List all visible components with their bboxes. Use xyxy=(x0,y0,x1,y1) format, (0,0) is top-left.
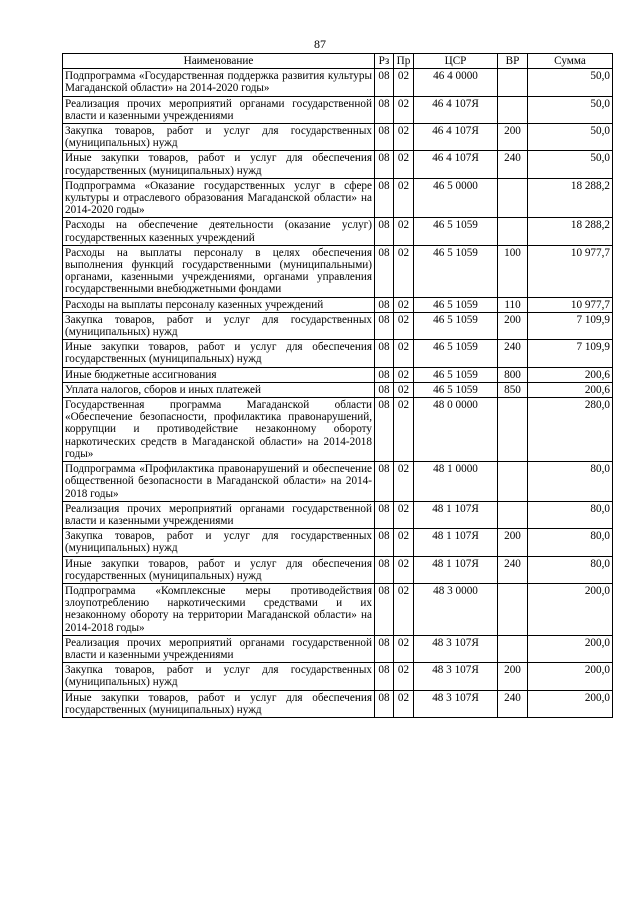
header-rz: Рз xyxy=(375,54,394,69)
cell-pr: 02 xyxy=(394,178,414,218)
cell-csr: 46 5 1059 xyxy=(414,218,498,245)
cell-rz: 08 xyxy=(375,663,394,690)
cell-csr: 46 5 1059 xyxy=(414,245,498,297)
cell-vr: 240 xyxy=(498,690,528,717)
header-pr: Пр xyxy=(394,54,414,69)
table-row xyxy=(63,382,613,397)
cell-sum: 50,0 xyxy=(528,151,613,178)
cell-sum: 10 977,7 xyxy=(528,245,613,297)
cell-pr: 02 xyxy=(394,124,414,151)
cell-name: Закупка товаров, работ и услуг для государственных (муниципальных) нужд xyxy=(63,663,375,690)
cell-sum: 200,0 xyxy=(528,635,613,662)
cell-rz: 08 xyxy=(375,556,394,583)
table-row xyxy=(63,69,613,96)
cell-vr: 200 xyxy=(498,663,528,690)
cell-pr: 02 xyxy=(394,218,414,245)
cell-name: Уплата налогов, сборов и иных платежей xyxy=(63,382,375,397)
cell-vr xyxy=(498,398,528,462)
cell-csr: 46 5 1059 xyxy=(414,382,498,397)
cell-pr: 02 xyxy=(394,556,414,583)
cell-pr: 02 xyxy=(394,382,414,397)
cell-name: Закупка товаров, работ и услуг для государственных (муниципальных) нужд xyxy=(63,529,375,556)
cell-pr: 02 xyxy=(394,367,414,382)
cell-name: Закупка товаров, работ и услуг для государственных (муниципальных) нужд xyxy=(63,312,375,339)
cell-pr: 02 xyxy=(394,312,414,339)
table-row xyxy=(63,462,613,502)
cell-pr: 02 xyxy=(394,245,414,297)
cell-rz: 08 xyxy=(375,151,394,178)
cell-vr xyxy=(498,501,528,528)
cell-rz: 08 xyxy=(375,690,394,717)
cell-sum: 18 288,2 xyxy=(528,218,613,245)
cell-name: Подпрограмма «Государственная поддержка развития культуры Магаданской области» на 2014-2020 годы» xyxy=(63,69,375,96)
cell-vr: 100 xyxy=(498,245,528,297)
cell-rz: 08 xyxy=(375,340,394,367)
cell-pr: 02 xyxy=(394,96,414,123)
cell-csr: 46 4 107Я xyxy=(414,151,498,178)
cell-rz: 08 xyxy=(375,583,394,635)
cell-name: Иные закупки товаров, работ и услуг для обеспечения государственных (муниципальных) нужд xyxy=(63,690,375,717)
cell-csr: 48 0 0000 xyxy=(414,398,498,462)
table-row xyxy=(63,690,613,717)
cell-name: Расходы на обеспечение деятельности (оказание услуг) государственных казенных учреждений xyxy=(63,218,375,245)
table-row xyxy=(63,312,613,339)
cell-rz: 08 xyxy=(375,312,394,339)
cell-vr: 200 xyxy=(498,312,528,339)
cell-sum: 50,0 xyxy=(528,96,613,123)
cell-sum: 80,0 xyxy=(528,556,613,583)
cell-name: Иные закупки товаров, работ и услуг для обеспечения государственных (муниципальных) нужд xyxy=(63,340,375,367)
cell-name: Закупка товаров, работ и услуг для государственных (муниципальных) нужд xyxy=(63,124,375,151)
table-row xyxy=(63,556,613,583)
cell-vr: 200 xyxy=(498,124,528,151)
cell-pr: 02 xyxy=(394,297,414,312)
cell-sum: 80,0 xyxy=(528,501,613,528)
table-row xyxy=(63,367,613,382)
budget-table xyxy=(62,53,613,718)
cell-csr: 46 5 1059 xyxy=(414,340,498,367)
cell-sum: 200,0 xyxy=(528,583,613,635)
cell-name: Реализация прочих мероприятий органами государственной власти и казенными учреждениями xyxy=(63,635,375,662)
cell-rz: 08 xyxy=(375,382,394,397)
table-row xyxy=(63,501,613,528)
cell-vr xyxy=(498,178,528,218)
cell-sum: 280,0 xyxy=(528,398,613,462)
cell-vr xyxy=(498,69,528,96)
cell-vr: 240 xyxy=(498,340,528,367)
cell-sum: 50,0 xyxy=(528,69,613,96)
cell-sum: 18 288,2 xyxy=(528,178,613,218)
table-row xyxy=(63,663,613,690)
cell-rz: 08 xyxy=(375,501,394,528)
cell-vr xyxy=(498,635,528,662)
cell-rz: 08 xyxy=(375,635,394,662)
cell-rz: 08 xyxy=(375,529,394,556)
table-header-row xyxy=(63,54,613,69)
cell-csr: 48 1 107Я xyxy=(414,529,498,556)
cell-sum: 200,6 xyxy=(528,367,613,382)
cell-sum: 7 109,9 xyxy=(528,312,613,339)
cell-name: Иные закупки товаров, работ и услуг для обеспечения государственных (муниципальных) нужд xyxy=(63,151,375,178)
cell-csr: 46 4 107Я xyxy=(414,96,498,123)
cell-csr: 48 3 0000 xyxy=(414,583,498,635)
table-row xyxy=(63,529,613,556)
cell-csr: 48 3 107Я xyxy=(414,635,498,662)
header-sum: Сумма xyxy=(528,54,613,69)
cell-vr: 800 xyxy=(498,367,528,382)
header-vr: ВР xyxy=(498,54,528,69)
cell-name: Иные закупки товаров, работ и услуг для обеспечения государственных (муниципальных) нужд xyxy=(63,556,375,583)
cell-rz: 08 xyxy=(375,124,394,151)
table-row xyxy=(63,218,613,245)
table-row xyxy=(63,340,613,367)
table-row xyxy=(63,583,613,635)
cell-pr: 02 xyxy=(394,69,414,96)
table-row xyxy=(63,245,613,297)
header-csr: ЦСР xyxy=(414,54,498,69)
table-row xyxy=(63,398,613,462)
cell-pr: 02 xyxy=(394,398,414,462)
cell-name: Государственная программа Магаданской области «Обеспечение безопасности, профилактика правонарушений, коррупции и противодействие незаконному обороту наркотических средств в Магаданской области» на 2014-2018 годы» xyxy=(63,398,375,462)
cell-pr: 02 xyxy=(394,151,414,178)
cell-name: Подпрограмма «Комплексные меры противодействия злоупотреблению наркотическими средствами и их незаконному обороту на территории Магаданской области» на 2014-2018 годы» xyxy=(63,583,375,635)
cell-name: Реализация прочих мероприятий органами государственной власти и казенными учреждениями xyxy=(63,96,375,123)
table-row xyxy=(63,124,613,151)
table-row xyxy=(63,635,613,662)
table-row xyxy=(63,96,613,123)
cell-vr xyxy=(498,583,528,635)
cell-vr: 200 xyxy=(498,529,528,556)
cell-pr: 02 xyxy=(394,462,414,502)
cell-vr: 850 xyxy=(498,382,528,397)
cell-rz: 08 xyxy=(375,96,394,123)
cell-pr: 02 xyxy=(394,529,414,556)
cell-csr: 46 5 1059 xyxy=(414,367,498,382)
cell-csr: 48 1 0000 xyxy=(414,462,498,502)
cell-csr: 46 4 0000 xyxy=(414,69,498,96)
cell-pr: 02 xyxy=(394,340,414,367)
cell-csr: 48 1 107Я xyxy=(414,501,498,528)
cell-sum: 200,0 xyxy=(528,663,613,690)
cell-pr: 02 xyxy=(394,501,414,528)
cell-csr: 46 5 1059 xyxy=(414,312,498,339)
cell-csr: 48 3 107Я xyxy=(414,663,498,690)
page-number: 87 xyxy=(314,37,326,51)
cell-sum: 10 977,7 xyxy=(528,297,613,312)
cell-rz: 08 xyxy=(375,218,394,245)
cell-sum: 200,0 xyxy=(528,690,613,717)
cell-vr: 240 xyxy=(498,151,528,178)
cell-pr: 02 xyxy=(394,635,414,662)
cell-rz: 08 xyxy=(375,297,394,312)
cell-name: Подпрограмма «Оказание государственных услуг в сфере культуры и отраслевого образования Магаданской области» на 2014-2020 годы» xyxy=(63,178,375,218)
cell-rz: 08 xyxy=(375,178,394,218)
cell-pr: 02 xyxy=(394,663,414,690)
cell-sum: 80,0 xyxy=(528,462,613,502)
cell-pr: 02 xyxy=(394,690,414,717)
cell-pr: 02 xyxy=(394,583,414,635)
cell-vr xyxy=(498,96,528,123)
cell-csr: 48 3 107Я xyxy=(414,690,498,717)
cell-rz: 08 xyxy=(375,462,394,502)
cell-name: Расходы на выплаты персоналу казенных учреждений xyxy=(63,297,375,312)
cell-sum: 50,0 xyxy=(528,124,613,151)
table-body xyxy=(63,69,613,718)
table-row xyxy=(63,178,613,218)
cell-vr: 240 xyxy=(498,556,528,583)
cell-sum: 80,0 xyxy=(528,529,613,556)
cell-name: Реализация прочих мероприятий органами государственной власти и казенными учреждениями xyxy=(63,501,375,528)
cell-sum: 7 109,9 xyxy=(528,340,613,367)
table-row xyxy=(63,151,613,178)
cell-name: Иные бюджетные ассигнования xyxy=(63,367,375,382)
cell-rz: 08 xyxy=(375,245,394,297)
cell-rz: 08 xyxy=(375,398,394,462)
header-name: Наименование xyxy=(63,54,375,69)
cell-vr: 110 xyxy=(498,297,528,312)
cell-csr: 48 1 107Я xyxy=(414,556,498,583)
cell-sum: 200,6 xyxy=(528,382,613,397)
cell-vr xyxy=(498,462,528,502)
cell-name: Подпрограмма «Профилактика правонарушений и обеспечение общественной безопасности в Магаданской области» на 2014-2018 годы» xyxy=(63,462,375,502)
cell-name: Расходы на выплаты персоналу в целях обеспечения выполнения функций государственными (муниципальными) органами, казенными учреждениями, органами управления государственными внебюджетными фондами xyxy=(63,245,375,297)
cell-rz: 08 xyxy=(375,69,394,96)
cell-rz: 08 xyxy=(375,367,394,382)
cell-vr xyxy=(498,218,528,245)
table-row xyxy=(63,297,613,312)
cell-csr: 46 5 1059 xyxy=(414,297,498,312)
cell-csr: 46 4 107Я xyxy=(414,124,498,151)
cell-csr: 46 5 0000 xyxy=(414,178,498,218)
